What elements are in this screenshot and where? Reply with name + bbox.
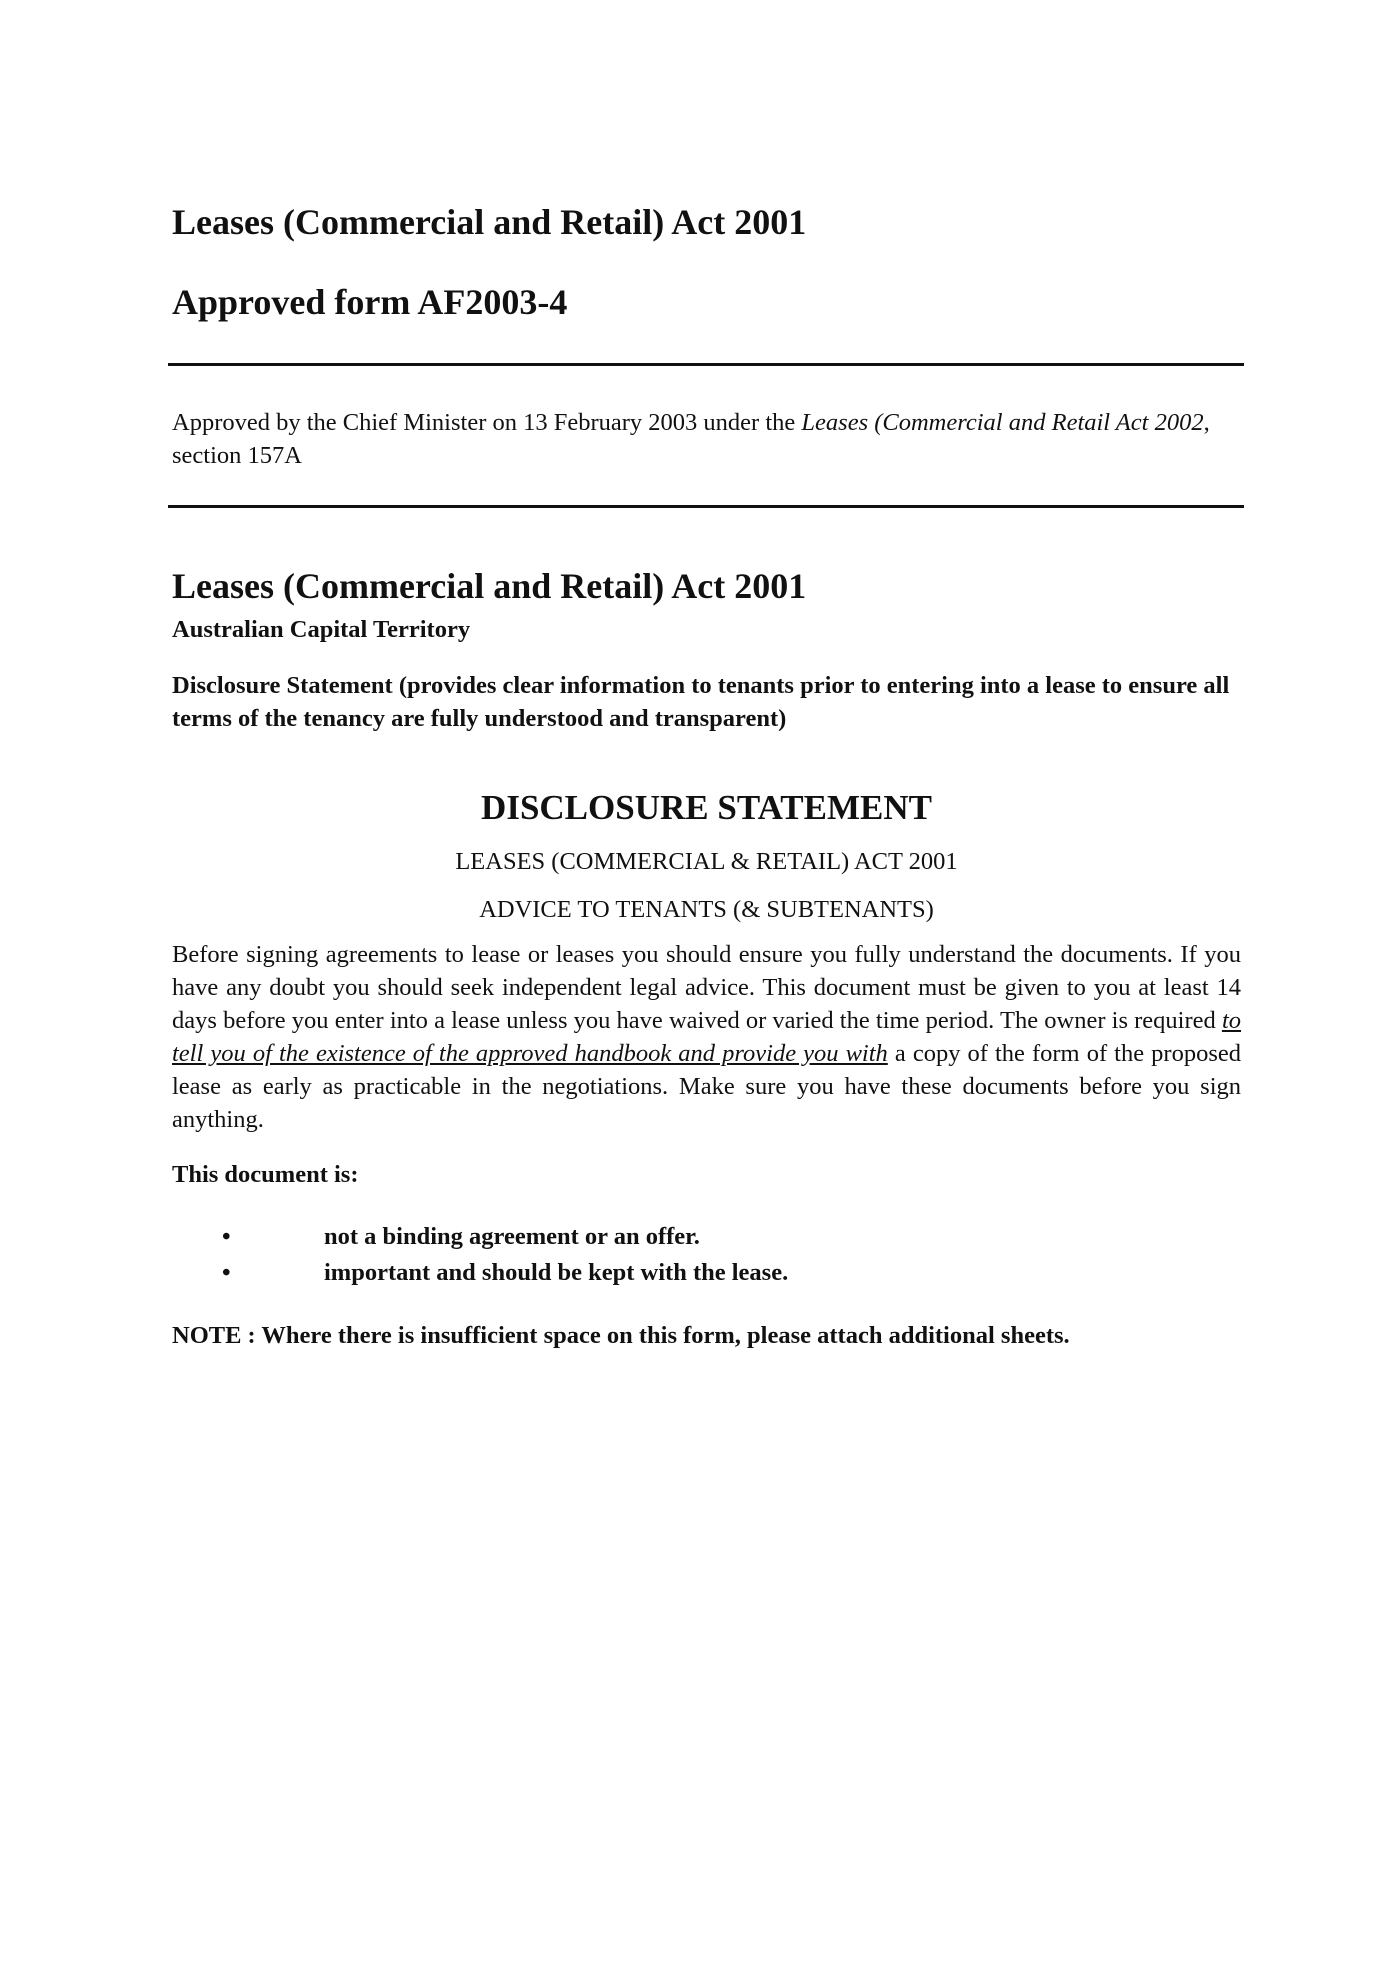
territory: Australian Capital Territory [172,616,471,643]
list-item-text: important and should be kept with the lease. [324,1259,789,1286]
approval-statement [172,406,1244,472]
main-heading: DISCLOSURE STATEMENT [481,788,932,827]
list-intro: This document is: [172,1161,359,1188]
advice-heading: ADVICE TO TENANTS (& SUBTENANTS) [479,896,934,923]
act-title: Leases (Commercial and Retail) Act 2001 [172,202,807,242]
approval-text: Approved by the Chief Minister on 13 February 2003 under the [172,409,802,436]
approval-act-name: Leases (Commercial and Retail Act 2002 [801,409,1204,436]
approval-section: , section 157A [172,409,1210,469]
list-item-text: not a binding agreement or an offer. [324,1223,700,1250]
divider [168,505,1244,508]
bullet-icon: • [222,1223,231,1250]
advice-paragraph [172,938,1241,1136]
act-heading: Leases (Commercial and Retail) Act 2001 [172,566,807,606]
form-title: Approved form AF2003-4 [172,282,568,322]
divider [168,363,1244,366]
description: Disclosure Statement (provides clear information to tenants prior to entering into a lease to ensure all terms of the tenancy are fully understood and transparent) [172,672,1230,732]
subheading: LEASES (COMMERCIAL & RETAIL) ACT 2001 [455,848,958,875]
bullet-icon: • [222,1259,231,1286]
paragraph-text: Before signing agreements to lease or leases you should ensure you fully understand the documents. If you have any doubt you should seek independent legal advice. This document must be given to you at least 14 days before you enter into a lease unless you have waived or varied the time period. The owner is required [172,941,1241,1034]
note: NOTE : Where there is insufficient space on this form, please attach additional sheets. [172,1322,1070,1349]
paragraph-text: a copy of the form of the proposed lease as early as practicable in the negotiations. Make sure you have these documents before you sign anything. [172,1040,1241,1133]
paragraph-underlined-text: to tell you of the existence of the approved handbook and provide you with [172,1007,1241,1067]
